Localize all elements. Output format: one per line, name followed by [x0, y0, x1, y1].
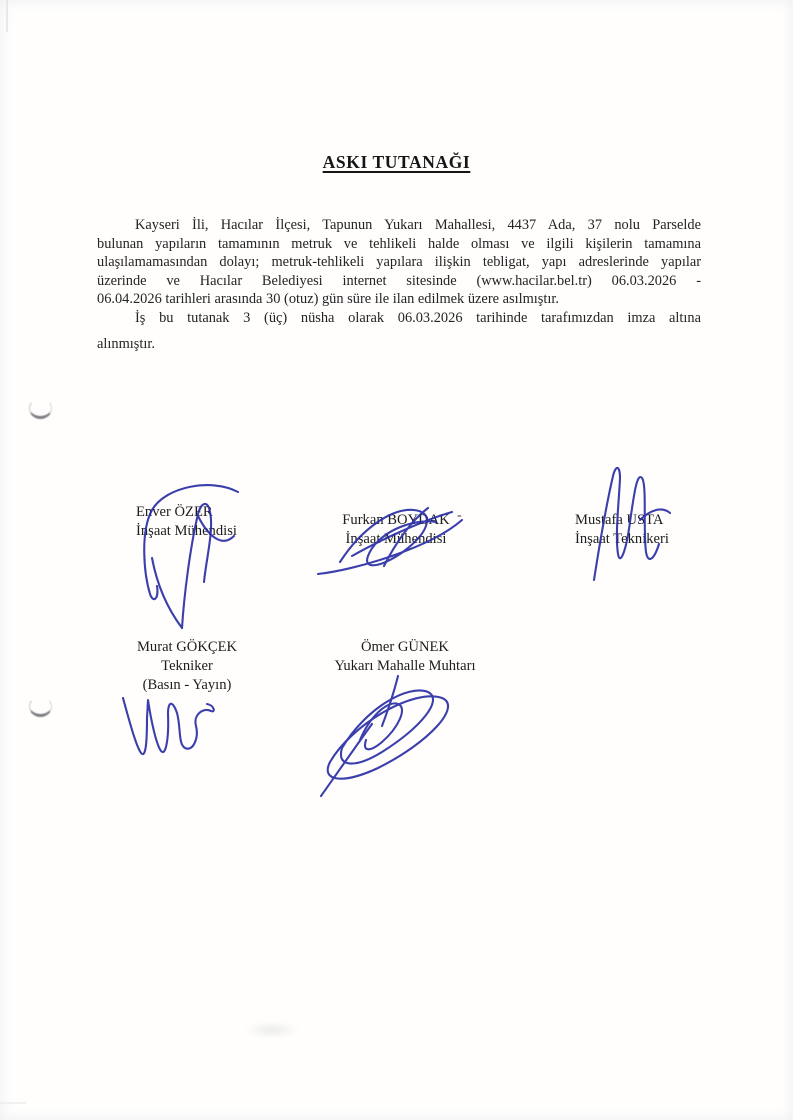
signatory-murat-gokcek — [116, 638, 258, 695]
signatory-name: Murat GÖKÇEK — [136, 639, 238, 655]
paragraph-line: Kayseri İli, Hacılar İlçesi, Tapunun Yukarı Mahallesi, 4437 Ada, 37 nolu Parselde — [135, 217, 701, 233]
paragraph-line: bulunan yapıların tamamının metruk ve tehlikeli halde olması ve ilgili kişilerin tamamına — [97, 235, 701, 252]
signatory-title: İnşaat Mühendisi — [136, 523, 237, 539]
signatory-title: Tekniker — [161, 658, 213, 674]
signature-murat-gokcek — [123, 698, 214, 754]
signatory-name: Furkan BOYDAK — [342, 512, 450, 528]
scan-edge-artifact — [0, 1102, 26, 1104]
paragraph-line: İş bu tutanak 3 (üç) nüsha olarak 06.03.2026 tarihinde tarafımızdan imza altına — [135, 309, 701, 326]
signature-omer-gunek — [321, 676, 448, 796]
signatory-name: Enver ÖZER — [136, 504, 213, 520]
punch-hole-shadow — [29, 398, 52, 419]
signatory-subtitle: (Basın - Yayın) — [142, 677, 232, 693]
paragraph-line: üzerinde ve Hacılar Belediyesi internet sitesinde (www.hacilar.bel.tr) 06.03.2026 - — [97, 272, 701, 289]
document-body — [97, 216, 701, 353]
signatory-furkan-boydak — [325, 511, 467, 549]
stray-dash-mark: - — [457, 508, 462, 523]
signatory-title: İnşaat Mühendisi — [345, 531, 447, 547]
scan-edge-artifact — [6, 0, 8, 32]
document-title: ASKI TUTANAĞI — [322, 152, 471, 172]
punch-hole-shadow — [29, 696, 52, 717]
signatory-name: Ömer GÜNEK — [361, 639, 449, 655]
signatory-title: İnşaat Teknikeri — [575, 531, 669, 547]
paragraph-line: ulaşılamamasından dolayı; metruk-tehlikeli yapılara ilişkin tebligat, yapı adreslerinde yapılar — [97, 254, 701, 271]
scan-smudge — [243, 1022, 301, 1038]
signatory-name: Mustafa USTA — [575, 512, 664, 528]
paragraph-line: alınmıştır. — [97, 335, 155, 352]
signatory-mustafa-usta — [563, 511, 691, 549]
paragraph-line: 06.04.2026 tarihleri arasında 30 (otuz) gün süre ile ilan edilmek üzere asılmıştır. — [97, 291, 559, 308]
signatory-enver-ozer — [118, 503, 254, 541]
signatory-title: Yukarı Mahalle Muhtarı — [334, 658, 476, 674]
signatory-omer-gunek — [318, 638, 492, 676]
